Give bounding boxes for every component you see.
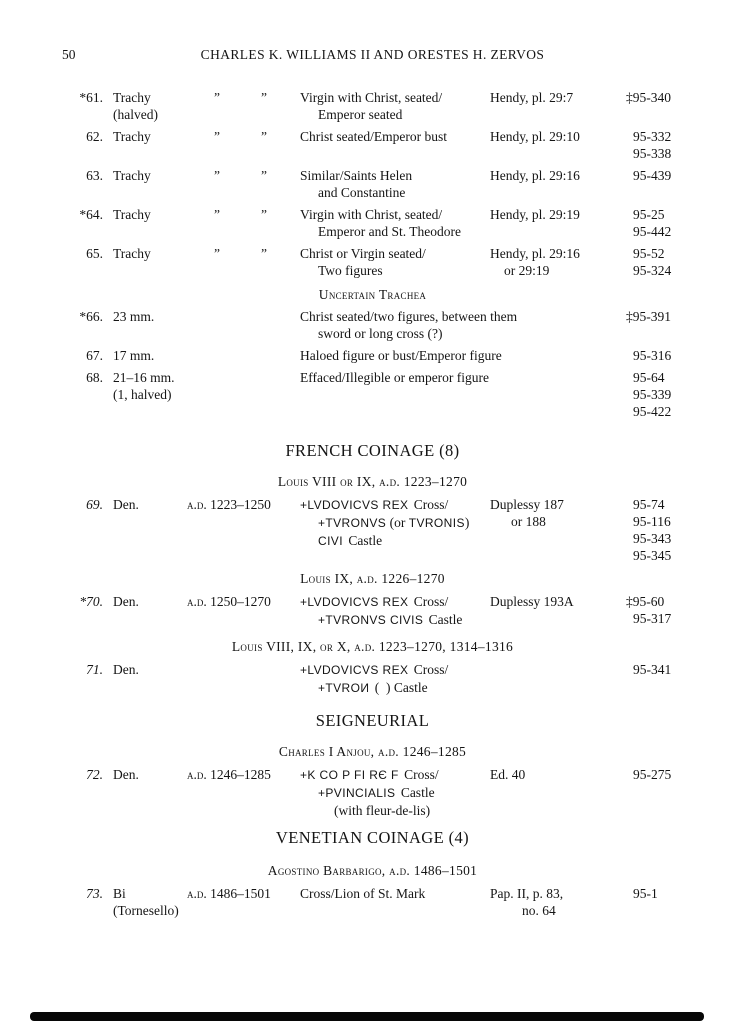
description-line: Similar/Saints Helen xyxy=(300,168,413,183)
date-cell xyxy=(187,766,300,819)
description xyxy=(300,369,633,420)
description xyxy=(300,661,490,697)
catalog-row xyxy=(62,89,683,123)
denomination xyxy=(103,308,187,342)
inventory-number: 95-343 xyxy=(633,531,672,546)
inventory-number: 95-116 xyxy=(633,514,671,529)
description xyxy=(300,128,490,162)
reference-line: Hendy, pl. 29:19 xyxy=(490,207,580,222)
catalog-row xyxy=(62,308,683,342)
running-head: CHARLES K. WILLIAMS II AND ORESTES H. ZERVOS xyxy=(200,47,545,62)
denomination-line: (Tornesello) xyxy=(113,903,179,918)
ditto-cell xyxy=(187,167,300,201)
reference xyxy=(490,128,633,162)
inventory-number: 95-422 xyxy=(633,404,672,419)
date: a.d. 1223–1250 xyxy=(187,497,271,512)
catalog-row xyxy=(62,766,683,819)
ditto-cell xyxy=(187,206,300,240)
description-line: Emperor and St. Theodore xyxy=(318,224,461,239)
description-line: Two figures xyxy=(318,263,383,278)
description-line xyxy=(300,593,490,611)
description-line: Christ seated/two figures, between them xyxy=(300,309,518,324)
denomination-line: (1, halved) xyxy=(113,387,172,402)
inventory-number: ‡95-391 xyxy=(626,309,671,324)
subsection-heading: Louis IX, a.d. 1226–1270 xyxy=(300,571,445,586)
ditto-mark: ” xyxy=(261,246,267,261)
scan-artifact-bar xyxy=(30,1012,704,1021)
section-heading: Uncertain Trachea xyxy=(318,287,427,302)
description-line xyxy=(300,661,490,679)
inventory xyxy=(633,369,683,420)
description-text: ) xyxy=(464,515,470,530)
catalog-row xyxy=(62,128,683,162)
description-line xyxy=(300,766,490,784)
description xyxy=(300,308,633,342)
inventory-number: ‡95-340 xyxy=(626,90,671,105)
reference-line: Hendy, pl. 29:16 xyxy=(490,246,580,261)
denomination-line: Den. xyxy=(113,662,139,677)
reference-line: Hendy, pl. 29:16 xyxy=(490,168,580,183)
catalog-row xyxy=(62,885,683,919)
description-line: Cross/Lion of St. Mark xyxy=(300,886,426,901)
inventory-number: ‡95-60 xyxy=(626,594,665,609)
description-text: Cross/ xyxy=(410,497,449,512)
description xyxy=(300,766,490,819)
inventory xyxy=(633,245,683,279)
row-number: *70. xyxy=(79,594,103,609)
denomination xyxy=(103,496,187,564)
date-cell xyxy=(187,661,300,697)
date-cell xyxy=(187,496,300,564)
inventory-number: 95-25 xyxy=(633,207,665,222)
denomination xyxy=(103,206,187,240)
ditto-mark: ” xyxy=(261,129,267,144)
ditto-mark: ” xyxy=(261,207,267,222)
catalog-row xyxy=(62,496,683,564)
ditto-mark: ” xyxy=(261,90,267,105)
page-header xyxy=(62,46,683,63)
coin-legend: +K CO P FI RЄ F xyxy=(300,768,399,782)
description-line xyxy=(300,611,490,629)
coin-legend: +TVRONVS CIVIS xyxy=(318,613,424,627)
description-text: Cross/ xyxy=(410,594,449,609)
date: a.d. 1250–1270 xyxy=(187,594,271,609)
description xyxy=(300,206,490,240)
denomination xyxy=(103,167,187,201)
ditto-cell xyxy=(187,347,300,364)
denomination-line: Trachy xyxy=(113,246,151,261)
inventory-number: 95-339 xyxy=(633,387,672,402)
date: a.d. 1486–1501 xyxy=(187,886,271,901)
date: a.d. 1246–1285 xyxy=(187,767,271,782)
description-line: sword or long cross (?) xyxy=(318,326,443,341)
row-number: 63. xyxy=(86,168,103,183)
inventory xyxy=(633,661,683,697)
description-line xyxy=(300,784,490,802)
reference-line: Pap. II, p. 83, xyxy=(490,886,564,901)
coin-legend: +LVDOVICVS REX xyxy=(300,663,409,677)
catalog-row xyxy=(62,661,683,697)
row-number: 62. xyxy=(86,129,103,144)
denomination-line: Trachy xyxy=(113,207,151,222)
reference xyxy=(490,661,633,697)
denomination-line: Trachy xyxy=(113,90,151,105)
description-line: Christ or Virgin seated/ xyxy=(300,246,426,261)
inventory xyxy=(633,496,683,564)
denomination-line: Den. xyxy=(113,767,139,782)
denomination xyxy=(103,89,187,123)
inventory xyxy=(633,128,683,162)
row-number: 67. xyxy=(86,348,103,363)
reference xyxy=(490,245,633,279)
catalog-row xyxy=(62,245,683,279)
denomination xyxy=(103,766,187,819)
inventory-number: 95-338 xyxy=(633,146,672,161)
inventory xyxy=(633,347,683,364)
ditto-cell xyxy=(187,89,300,123)
description xyxy=(300,496,490,564)
denomination xyxy=(103,245,187,279)
description xyxy=(300,167,490,201)
reference xyxy=(490,766,633,819)
reference-line: no. 64 xyxy=(522,903,556,918)
inventory-number: 95-275 xyxy=(633,767,672,782)
reference-line: Hendy, pl. 29:10 xyxy=(490,129,580,144)
denomination xyxy=(103,128,187,162)
row-number: 73. xyxy=(86,886,103,901)
description-text: Cross/ xyxy=(400,767,439,782)
reference xyxy=(490,89,633,123)
inventory xyxy=(626,308,683,342)
description-line: Emperor seated xyxy=(318,107,403,122)
inventory-number: 95-316 xyxy=(633,348,672,363)
reference-line: Hendy, pl. 29:7 xyxy=(490,90,574,105)
row-number: 69. xyxy=(86,497,103,512)
denomination xyxy=(103,885,187,919)
description xyxy=(300,593,490,629)
denomination-line: (halved) xyxy=(113,107,158,122)
denomination xyxy=(103,369,187,420)
inventory xyxy=(633,206,683,240)
inventory xyxy=(633,766,683,819)
catalog-row xyxy=(62,369,683,420)
inventory xyxy=(626,593,683,629)
catalog-row xyxy=(62,347,683,364)
row-number: 65. xyxy=(86,246,103,261)
reference-line: or 29:19 xyxy=(504,263,550,278)
description-line: Effaced/Illegible or emperor figure xyxy=(300,370,490,385)
section-heading: SEIGNEURIAL xyxy=(315,711,430,730)
description xyxy=(300,89,490,123)
ditto-mark: ” xyxy=(214,168,220,183)
row-number: 68. xyxy=(86,370,103,385)
denomination-line: 17 mm. xyxy=(113,348,155,363)
coin-legend: +LVDOVICVS REX xyxy=(300,595,409,609)
ditto-cell xyxy=(187,308,300,342)
denomination-line: Bi xyxy=(113,886,126,901)
catalog-row xyxy=(62,167,683,201)
row-number: *64. xyxy=(79,207,103,222)
description-line xyxy=(300,679,490,697)
inventory xyxy=(633,167,683,201)
inventory-number: 95-442 xyxy=(633,224,672,239)
description-line xyxy=(300,496,490,514)
reference xyxy=(490,206,633,240)
description-text: Castle xyxy=(397,785,435,800)
ditto-mark: ” xyxy=(214,246,220,261)
reference xyxy=(490,496,633,564)
date-cell xyxy=(187,885,300,919)
coin-legend: CIVI xyxy=(318,534,343,548)
ditto-cell xyxy=(187,245,300,279)
section-heading: VENETIAN COINAGE (4) xyxy=(275,828,470,847)
denomination-line: 23 mm. xyxy=(113,309,155,324)
inventory-number: 95-345 xyxy=(633,548,672,563)
catalog-row xyxy=(62,593,683,629)
reference xyxy=(490,885,633,919)
page-number: 50 xyxy=(62,47,76,62)
catalog-row xyxy=(62,206,683,240)
inventory-number: 95-332 xyxy=(633,129,672,144)
description xyxy=(300,245,490,279)
denomination-line: Den. xyxy=(113,594,139,609)
inventory xyxy=(626,89,683,123)
row-number: 72. xyxy=(86,767,103,782)
inventory-number: 95-64 xyxy=(633,370,665,385)
subsection-heading: Louis VIII, IX, or X, a.d. 1223–1270, 1314–1316 xyxy=(231,639,514,654)
coin-legend: +TVRONVS xyxy=(318,516,387,530)
ditto-cell xyxy=(187,369,300,420)
row-number: *66. xyxy=(79,309,103,324)
description-line: Virgin with Christ, seated/ xyxy=(300,207,443,222)
ditto-mark: ” xyxy=(214,90,220,105)
subsection-heading: Charles I Anjou, a.d. 1246–1285 xyxy=(278,744,467,759)
inventory-number: 95-341 xyxy=(633,662,672,677)
description-line: and Constantine xyxy=(318,185,406,200)
coin-legend: +TVROИ xyxy=(318,681,370,695)
subsection-heading: Louis VIII or IX, a.d. 1223–1270 xyxy=(277,474,468,489)
description-line: Virgin with Christ, seated/ xyxy=(300,90,443,105)
ditto-cell xyxy=(187,128,300,162)
description-line: Haloed figure or bust/Emperor figure xyxy=(300,348,502,363)
description-text: (or xyxy=(386,515,409,530)
reference xyxy=(490,593,633,629)
reference-line: or 188 xyxy=(511,514,546,529)
description-line: (with fleur-de-lis) xyxy=(334,803,431,818)
coin-legend: +PVINCIALIS xyxy=(318,786,396,800)
coin-legend: TVRONIS xyxy=(408,516,465,530)
inventory-number: 95-74 xyxy=(633,497,665,512)
description xyxy=(300,347,633,364)
denomination-line: Trachy xyxy=(113,129,151,144)
row-number: *61. xyxy=(79,90,103,105)
denomination xyxy=(103,347,187,364)
denomination-line: 21–16 mm. xyxy=(113,370,175,385)
description-text: Castle xyxy=(344,533,383,548)
row-number: 71. xyxy=(86,662,103,677)
ditto-mark: ” xyxy=(214,129,220,144)
denomination xyxy=(103,593,187,629)
denomination-line: Trachy xyxy=(113,168,151,183)
description-line: Christ seated/Emperor bust xyxy=(300,129,447,144)
denomination-line: Den. xyxy=(113,497,139,512)
inventory xyxy=(633,885,683,919)
reference-line: Ed. 40 xyxy=(490,767,526,782)
description-text: ( ) Castle xyxy=(371,680,428,695)
date-cell xyxy=(187,593,300,629)
description-text: Castle xyxy=(425,612,463,627)
reference xyxy=(490,167,633,201)
inventory-number: 95-317 xyxy=(633,611,672,626)
inventory-number: 95-52 xyxy=(633,246,665,261)
section-heading: FRENCH COINAGE (8) xyxy=(285,441,460,460)
description xyxy=(300,885,490,919)
description-line xyxy=(300,514,490,532)
denomination xyxy=(103,661,187,697)
reference-line: Duplessy 187 xyxy=(490,497,564,512)
reference-line: Duplessy 193A xyxy=(490,594,574,609)
inventory-number: 95-439 xyxy=(633,168,672,183)
description-line xyxy=(300,532,490,550)
inventory-number: 95-324 xyxy=(633,263,672,278)
ditto-mark: ” xyxy=(214,207,220,222)
inventory-number: 95-1 xyxy=(633,886,658,901)
ditto-mark: ” xyxy=(261,168,267,183)
coin-legend: +LVDOVICVS REX xyxy=(300,498,409,512)
subsection-heading: Agostino Barbarigo, a.d. 1486–1501 xyxy=(267,863,478,878)
description-text: Cross/ xyxy=(410,662,449,677)
